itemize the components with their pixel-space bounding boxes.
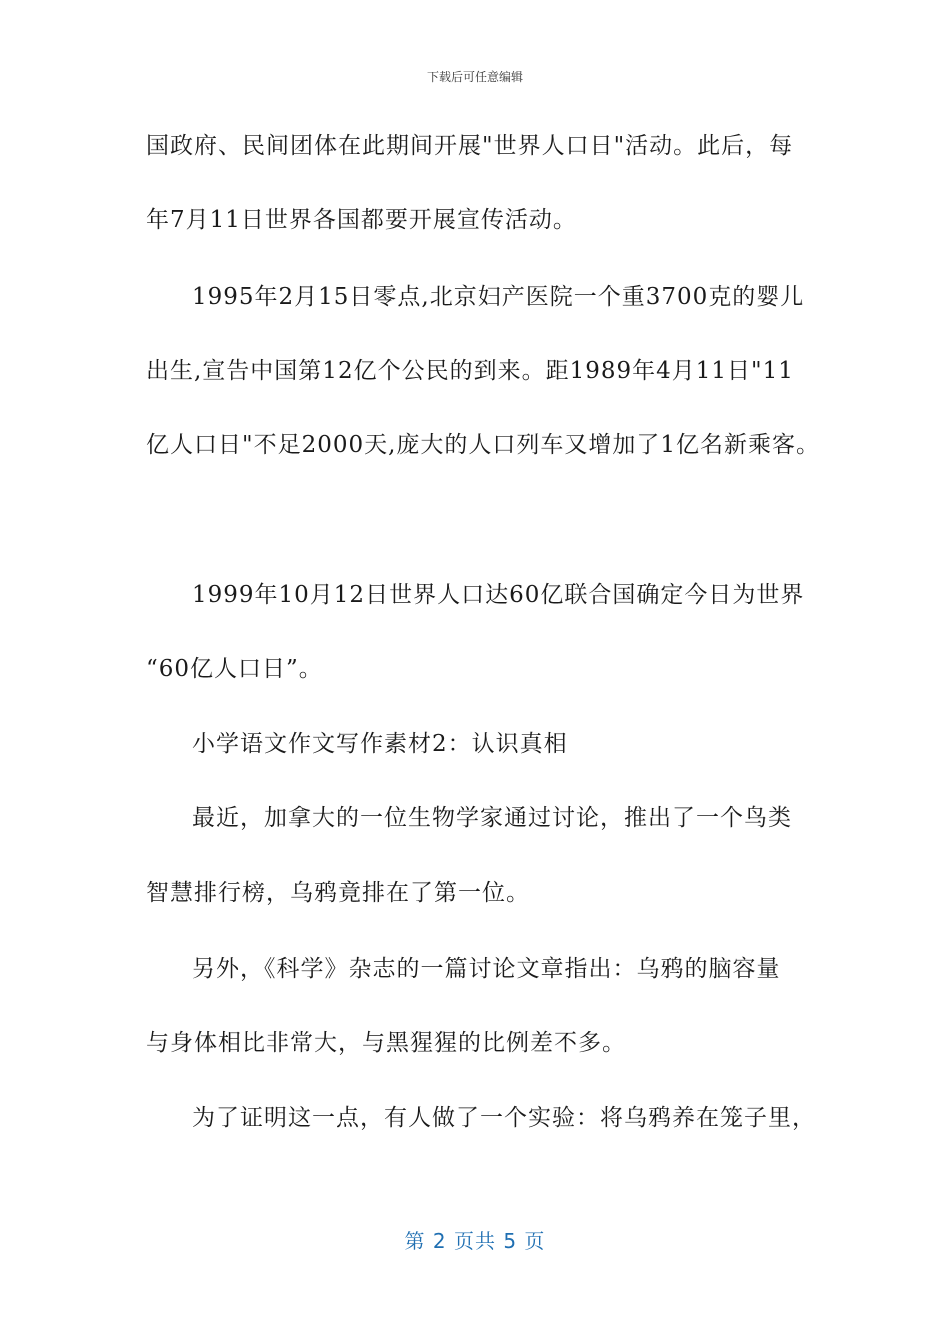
body-line-2: 年7月11日世界各国都要开展宣传活动。	[146, 207, 577, 233]
body-line-11: 另外，《科学》杂志的一篇讨论文章指出：乌鸦的脑容量	[192, 956, 781, 982]
body-line-3: 1995年2月15日零点,北京妇产医院一个重3700克的婴儿	[192, 284, 805, 310]
body-line-10: 智慧排行榜，乌鸦竟排在了第一位。	[146, 880, 530, 906]
body-line-12: 与身体相比非常大，与黑猩猩的比例差不多。	[146, 1030, 626, 1056]
body-line-7: “60亿人口日”。	[146, 656, 323, 682]
body-line-5: 亿人口日"不足2000天,庞大的人口列车又增加了1亿名新乘客。	[146, 432, 821, 458]
header-note: 下载后可任意编辑	[426, 70, 523, 84]
body-line-4: 出生,宣告中国第12亿个公民的到来。距1989年4月11日"11	[146, 358, 794, 384]
body-line-13: 为了证明这一点，有人做了一个实验：将乌鸦养在笼子里，	[192, 1105, 816, 1131]
page-footer: 第 2 页共 5 页	[404, 1229, 546, 1253]
body-line-1: 国政府、民间团体在此期间开展"世界人口日"活动。此后，每	[146, 133, 794, 159]
body-line-6: 1999年10月12日世界人口达60亿联合国确定今日为世界	[192, 582, 805, 608]
section-heading: 小学语文作文写作素材2：认识真相	[192, 731, 568, 757]
body-line-9: 最近，加拿大的一位生物学家通过讨论，推出了一个鸟类	[192, 805, 792, 831]
